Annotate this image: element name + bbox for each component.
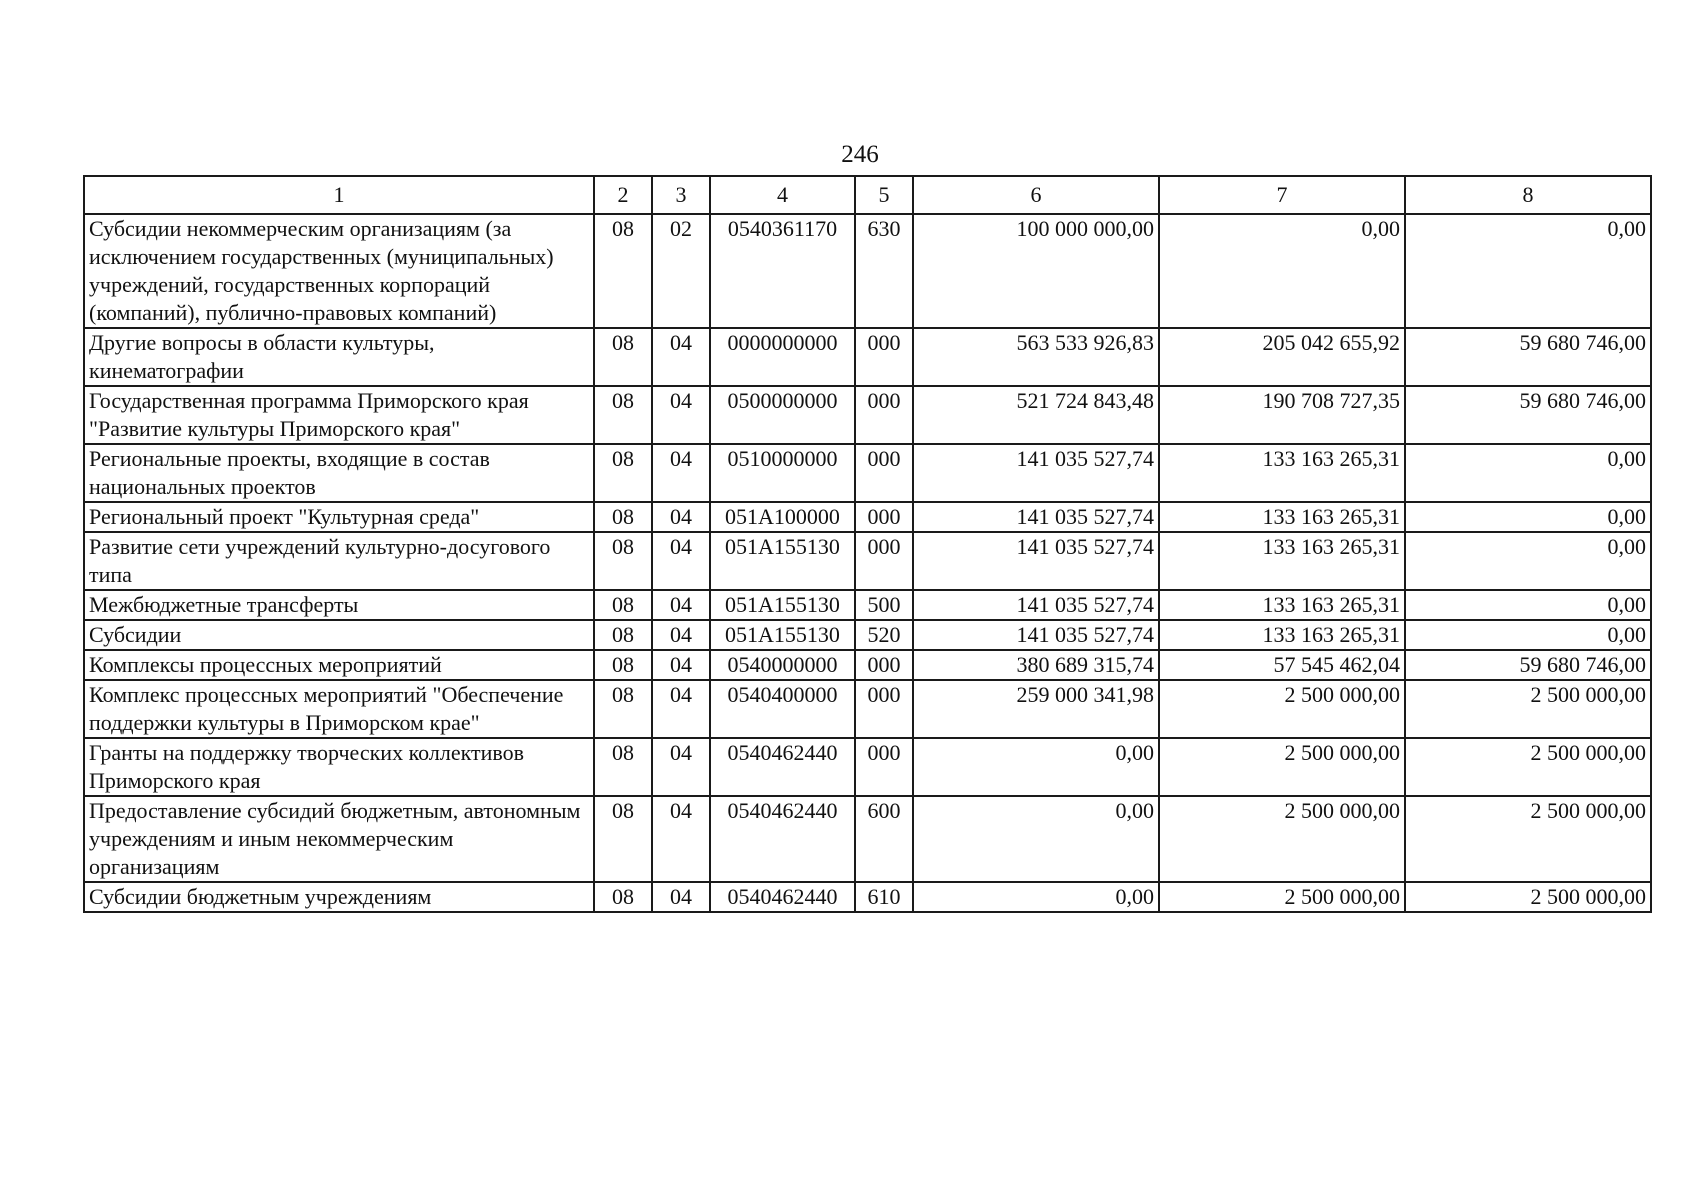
table-row (84, 796, 1651, 882)
expense-type-cell: 000 (855, 328, 913, 386)
row-name-cell: Субсидии (84, 620, 594, 650)
table-row (84, 882, 1651, 912)
section-code-cell: 08 (594, 796, 652, 882)
target-article-cell: 0500000000 (710, 386, 855, 444)
amount-col8-cell: 0,00 (1405, 532, 1651, 590)
amount-col6-cell: 521 724 843,48 (913, 386, 1159, 444)
table-row (84, 590, 1651, 620)
amount-col6-cell: 259 000 341,98 (913, 680, 1159, 738)
subsection-code-cell: 04 (652, 532, 710, 590)
amount-col8-cell: 2 500 000,00 (1405, 738, 1651, 796)
section-code-cell: 08 (594, 738, 652, 796)
amount-col8-cell: 59 680 746,00 (1405, 328, 1651, 386)
target-article-cell: 0540000000 (710, 650, 855, 680)
amount-col8-cell: 0,00 (1405, 620, 1651, 650)
amount-col6-cell: 0,00 (913, 796, 1159, 882)
expense-type-cell: 000 (855, 532, 913, 590)
section-code-cell: 08 (594, 214, 652, 328)
amount-col6-cell: 141 035 527,74 (913, 620, 1159, 650)
expense-type-cell: 000 (855, 738, 913, 796)
page-number: 246 (841, 141, 879, 168)
amount-col7-cell: 133 163 265,31 (1159, 444, 1405, 502)
expense-type-cell: 000 (855, 386, 913, 444)
table-row (84, 444, 1651, 502)
amount-col6-cell: 141 035 527,74 (913, 502, 1159, 532)
section-code-cell: 08 (594, 590, 652, 620)
table-row (84, 650, 1651, 680)
row-name-cell: Гранты на поддержку творческих коллективов Приморского края (84, 738, 594, 796)
column-header-2: 2 (594, 176, 652, 214)
expense-type-cell: 630 (855, 214, 913, 328)
amount-col8-cell: 0,00 (1405, 444, 1651, 502)
section-code-cell: 08 (594, 532, 652, 590)
row-name-cell: Другие вопросы в области культуры, кинематографии (84, 328, 594, 386)
amount-col6-cell: 0,00 (913, 738, 1159, 796)
section-code-cell: 08 (594, 882, 652, 912)
column-header-3: 3 (652, 176, 710, 214)
amount-col6-cell: 380 689 315,74 (913, 650, 1159, 680)
section-code-cell: 08 (594, 650, 652, 680)
amount-col7-cell: 2 500 000,00 (1159, 680, 1405, 738)
amount-col6-cell: 141 035 527,74 (913, 590, 1159, 620)
table-row (84, 738, 1651, 796)
column-header-7: 7 (1159, 176, 1405, 214)
target-article-cell: 051A100000 (710, 502, 855, 532)
row-name-cell: Региональные проекты, входящие в состав национальных проектов (84, 444, 594, 502)
amount-col8-cell: 0,00 (1405, 502, 1651, 532)
subsection-code-cell: 04 (652, 882, 710, 912)
subsection-code-cell: 04 (652, 620, 710, 650)
amount-col8-cell: 2 500 000,00 (1405, 796, 1651, 882)
budget-table (83, 175, 1652, 913)
amount-col6-cell: 563 533 926,83 (913, 328, 1159, 386)
target-article-cell: 051A155130 (710, 590, 855, 620)
row-name-cell: Субсидии бюджетным учреждениям (84, 882, 594, 912)
amount-col8-cell: 59 680 746,00 (1405, 386, 1651, 444)
subsection-code-cell: 04 (652, 502, 710, 532)
row-name-cell: Субсидии некоммерческим организациям (за исключением государственных (муниципальных) учреждений, государственных корпораций (компаний), публично-правовых компаний) (84, 214, 594, 328)
section-code-cell: 08 (594, 620, 652, 650)
target-article-cell: 0000000000 (710, 328, 855, 386)
header-row (84, 176, 1651, 214)
amount-col8-cell: 0,00 (1405, 214, 1651, 328)
target-article-cell: 0540361170 (710, 214, 855, 328)
amount-col7-cell: 57 545 462,04 (1159, 650, 1405, 680)
expense-type-cell: 000 (855, 650, 913, 680)
section-code-cell: 08 (594, 328, 652, 386)
target-article-cell: 051A155130 (710, 532, 855, 590)
section-code-cell: 08 (594, 386, 652, 444)
expense-type-cell: 600 (855, 796, 913, 882)
amount-col6-cell: 0,00 (913, 882, 1159, 912)
expense-type-cell: 000 (855, 444, 913, 502)
section-code-cell: 08 (594, 502, 652, 532)
subsection-code-cell: 02 (652, 214, 710, 328)
amount-col7-cell: 133 163 265,31 (1159, 532, 1405, 590)
amount-col7-cell: 2 500 000,00 (1159, 738, 1405, 796)
table-row (84, 386, 1651, 444)
amount-col7-cell: 190 708 727,35 (1159, 386, 1405, 444)
subsection-code-cell: 04 (652, 650, 710, 680)
column-header-5: 5 (855, 176, 913, 214)
expense-type-cell: 000 (855, 680, 913, 738)
target-article-cell: 051A155130 (710, 620, 855, 650)
table-row (84, 214, 1651, 328)
row-name-cell: Предоставление субсидий бюджетным, автономным учреждениям и иным некоммерческим организациям (84, 796, 594, 882)
table-row (84, 620, 1651, 650)
column-header-4: 4 (710, 176, 855, 214)
expense-type-cell: 610 (855, 882, 913, 912)
subsection-code-cell: 04 (652, 738, 710, 796)
target-article-cell: 0540462440 (710, 738, 855, 796)
amount-col8-cell: 2 500 000,00 (1405, 680, 1651, 738)
table-row (84, 532, 1651, 590)
expense-type-cell: 500 (855, 590, 913, 620)
column-header-8: 8 (1405, 176, 1651, 214)
amount-col6-cell: 141 035 527,74 (913, 444, 1159, 502)
table-row (84, 680, 1651, 738)
amount-col6-cell: 100 000 000,00 (913, 214, 1159, 328)
amount-col7-cell: 2 500 000,00 (1159, 882, 1405, 912)
target-article-cell: 0540400000 (710, 680, 855, 738)
subsection-code-cell: 04 (652, 590, 710, 620)
table-row (84, 502, 1651, 532)
row-name-cell: Государственная программа Приморского края "Развитие культуры Приморского края" (84, 386, 594, 444)
column-header-6: 6 (913, 176, 1159, 214)
column-header-1: 1 (84, 176, 594, 214)
row-name-cell: Комплекс процессных мероприятий "Обеспечение поддержки культуры в Приморском крае" (84, 680, 594, 738)
target-article-cell: 0540462440 (710, 796, 855, 882)
section-code-cell: 08 (594, 444, 652, 502)
amount-col8-cell: 2 500 000,00 (1405, 882, 1651, 912)
amount-col7-cell: 2 500 000,00 (1159, 796, 1405, 882)
amount-col7-cell: 133 163 265,31 (1159, 620, 1405, 650)
subsection-code-cell: 04 (652, 796, 710, 882)
target-article-cell: 0540462440 (710, 882, 855, 912)
subsection-code-cell: 04 (652, 386, 710, 444)
subsection-code-cell: 04 (652, 444, 710, 502)
amount-col7-cell: 0,00 (1159, 214, 1405, 328)
amount-col7-cell: 133 163 265,31 (1159, 590, 1405, 620)
amount-col7-cell: 205 042 655,92 (1159, 328, 1405, 386)
amount-col7-cell: 133 163 265,31 (1159, 502, 1405, 532)
section-code-cell: 08 (594, 680, 652, 738)
subsection-code-cell: 04 (652, 680, 710, 738)
row-name-cell: Региональный проект "Культурная среда" (84, 502, 594, 532)
target-article-cell: 0510000000 (710, 444, 855, 502)
amount-col6-cell: 141 035 527,74 (913, 532, 1159, 590)
row-name-cell: Комплексы процессных мероприятий (84, 650, 594, 680)
row-name-cell: Межбюджетные трансферты (84, 590, 594, 620)
amount-col8-cell: 59 680 746,00 (1405, 650, 1651, 680)
subsection-code-cell: 04 (652, 328, 710, 386)
row-name-cell: Развитие сети учреждений культурно-досугового типа (84, 532, 594, 590)
table-row (84, 328, 1651, 386)
amount-col8-cell: 0,00 (1405, 590, 1651, 620)
expense-type-cell: 000 (855, 502, 913, 532)
expense-type-cell: 520 (855, 620, 913, 650)
